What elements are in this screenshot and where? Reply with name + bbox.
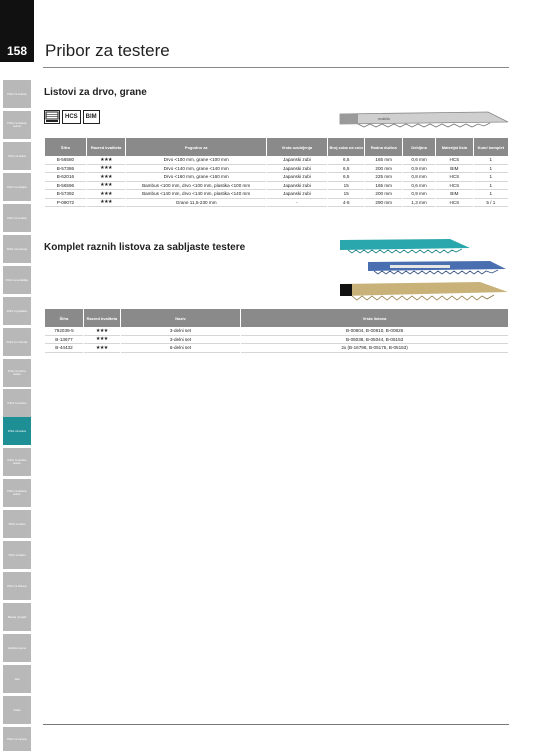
table-cell: 2x (B-16798, B-05175, B-05153)	[241, 344, 508, 353]
sidebar-tab[interactable]: Pribor za glodalice	[3, 297, 31, 325]
title-divider	[43, 67, 509, 68]
table-cell: Drvo <140 mm, grane <140 mm	[126, 165, 266, 174]
sidebar-tab[interactable]: Pribor za kosilice	[3, 389, 31, 417]
table-cell: Japanski zubi	[267, 190, 327, 199]
table-row	[45, 182, 508, 191]
table-row	[45, 165, 508, 174]
col-header-material: Materijal lista	[436, 138, 472, 156]
table-cell: 1	[474, 165, 508, 174]
table-cell: Japanski zubi	[267, 156, 327, 165]
table-cell: Japanski zubi	[267, 182, 327, 191]
col-header-blade-types: Vrsta listova	[241, 309, 508, 327]
table-cell: B-57386	[45, 165, 86, 174]
section-title-blades: Listovi za drvo, grane	[44, 87, 147, 98]
col-header-code: Šifra	[45, 138, 86, 156]
table-cell: 1	[474, 173, 508, 182]
table-cell: Drvo <100 mm, grane <100 mm	[126, 156, 266, 165]
sidebar-tab[interactable]: Zaštitna oprema	[3, 634, 31, 662]
sidebar-tab[interactable]: Ostalo	[3, 696, 31, 724]
sidebar-tab[interactable]: Pribor za lančane testere	[3, 479, 31, 507]
wood-icon	[44, 110, 60, 124]
table-cell: BIM	[436, 190, 472, 199]
table-cell: 0,9 mm	[403, 165, 435, 174]
table-cell: ★★★	[87, 190, 126, 199]
table-cell: 200 mm	[365, 190, 401, 199]
blades-table	[44, 138, 509, 207]
blade-image	[338, 108, 510, 130]
table-cell: 4-5	[328, 199, 364, 208]
table-cell: B-00804, B-00810, B-00826	[241, 327, 508, 336]
table-cell: 225 mm	[365, 173, 401, 182]
page-title: Pribor za testere	[45, 41, 170, 60]
material-badges	[44, 110, 100, 124]
table-cell: 6-delni set	[121, 344, 240, 353]
table-cell: -	[267, 199, 327, 208]
material-badge-hcs: HCS	[62, 110, 81, 124]
table-cell: B-56580	[45, 156, 86, 165]
table-cell: 15	[328, 190, 364, 199]
col-header-quality: Razred kvaliteta	[84, 309, 120, 327]
table-cell: ★★★	[84, 336, 120, 345]
table-cell: Japanski zubi	[267, 165, 327, 174]
table-row	[45, 190, 508, 199]
sidebar-tab[interactable]: Pribor za ubodne testere	[3, 448, 31, 476]
table-cell: 0,6 mm	[403, 182, 435, 191]
sidebar-tab[interactable]: Pribor za baštu	[3, 541, 31, 569]
table-cell: B-57392	[45, 190, 86, 199]
table-cell: B-56596	[45, 182, 86, 191]
page-number-badge	[0, 0, 34, 62]
col-header-code: Šifra	[45, 309, 83, 327]
col-header-thickness: Debljina	[403, 138, 435, 156]
table-cell: ★★★	[84, 327, 120, 336]
material-badge-bim: BIM	[83, 110, 100, 124]
table-cell: 792039-5	[45, 327, 83, 336]
sidebar-tab[interactable]: Baterije i punjači	[3, 603, 31, 631]
table-cell: ★★★	[87, 182, 126, 191]
sidebar-tab[interactable]: Pribor za brusilice	[3, 204, 31, 232]
table-cell: ★★★	[87, 173, 126, 182]
sidebar	[0, 0, 34, 755]
sidebar-tab[interactable]: Pribor za brušenje	[3, 235, 31, 263]
sidebar-tab[interactable]: Pribor za čekiće	[3, 142, 31, 170]
page-number: 158	[6, 44, 28, 58]
table-cell: Grane 11,5-230 mm	[126, 199, 266, 208]
sidebar-tab[interactable]: Pribor za merenje	[3, 727, 31, 751]
table-cell: B-05038, B-05044, B-05153	[241, 336, 508, 345]
col-header-length: Radna dužina	[365, 138, 401, 156]
sidebar-tab[interactable]: Pribor za bušenje	[3, 80, 31, 108]
col-header-tpi: Broj zuba na colu	[328, 138, 364, 156]
table-cell: 3-delni set	[121, 336, 240, 345]
table-cell: ★★★	[87, 165, 126, 174]
table-cell: HCS	[436, 182, 472, 191]
table-row	[45, 156, 508, 165]
table-cell: Japanski zubi	[267, 173, 327, 182]
table-cell: 5 / 1	[474, 199, 508, 208]
table-row	[45, 327, 508, 336]
sidebar-tab[interactable]: Pribor za škare	[3, 510, 31, 538]
table-cell: 1	[474, 156, 508, 165]
sidebar-tab[interactable]: Pribor za rendisaljke	[3, 266, 31, 294]
table-row	[45, 199, 508, 208]
table-cell: Bambus <140 mm, drvo <140 mm, plastika <140 mm	[126, 190, 266, 199]
table-cell: B-62016	[45, 173, 86, 182]
table-cell: 1	[474, 182, 508, 191]
col-header-name: Naziv	[121, 309, 240, 327]
table-cell: B-13677	[45, 336, 83, 345]
table-cell: 0,9 mm	[403, 190, 435, 199]
table-cell: ★★★	[84, 344, 120, 353]
table-cell: ★★★	[87, 156, 126, 165]
table-row	[45, 173, 508, 182]
table-cell: 15	[328, 182, 364, 191]
col-header-pieces: Kom/ komplet	[474, 138, 508, 156]
table-row	[45, 344, 508, 353]
sets-table	[44, 309, 509, 353]
table-cell: 0,6 mm	[403, 156, 435, 165]
table-cell: 200 mm	[365, 165, 401, 174]
sidebar-tab[interactable]: Pribor za odvijače	[3, 173, 31, 201]
section-title-sets: Komplet raznih listova za sabljaste testere	[44, 242, 246, 253]
table-cell: 6,5	[328, 173, 364, 182]
table-cell: 6,5	[328, 156, 364, 165]
col-header-tooth-type: Vrsta ozubljenja	[267, 138, 327, 156]
table-cell: P-09072	[45, 199, 86, 208]
table-cell: HCS	[436, 156, 472, 165]
table-cell: ★★★	[87, 199, 126, 208]
table-cell: HCS	[436, 173, 472, 182]
col-header-suitable: Pogodno za	[126, 138, 266, 156]
sidebar-tab[interactable]: Pribor za multi alat	[3, 328, 31, 356]
col-header-quality: Razred kvaliteta	[87, 138, 126, 156]
table-cell: 290 mm	[365, 199, 401, 208]
table-cell: Bambus <100 mm, drvo <100 mm, plastika <100 mm	[126, 182, 266, 191]
table-cell: 165 mm	[365, 156, 401, 165]
table-cell: 3-delni set	[121, 327, 240, 336]
table-cell: 1	[474, 190, 508, 199]
sidebar-tab[interactable]: Alati	[3, 665, 31, 693]
table-row	[45, 336, 508, 345]
table-cell: 1,3 mm	[403, 199, 435, 208]
table-cell: 165 mm	[365, 182, 401, 191]
table-cell: BIM	[436, 165, 472, 174]
svg-text:makita: makita	[378, 116, 390, 121]
table-cell: HCS	[436, 199, 472, 208]
table-cell: 0,8 mm	[403, 173, 435, 182]
sidebar-tab[interactable]: Pribor za čišćenje	[3, 572, 31, 600]
sidebar-tab[interactable]: Pribor za bušenje betona	[3, 111, 31, 139]
bottom-divider	[43, 724, 509, 725]
sidebar-tab[interactable]: Pribor za testere	[3, 417, 31, 445]
table-cell: B-44432	[45, 344, 83, 353]
table-cell: Drvo <160 mm, grane <160 mm	[126, 173, 266, 182]
sidebar-tab[interactable]: Pribor za kružne testere	[3, 359, 31, 387]
blade-set-image	[330, 236, 515, 306]
table-cell: 6,5	[328, 165, 364, 174]
